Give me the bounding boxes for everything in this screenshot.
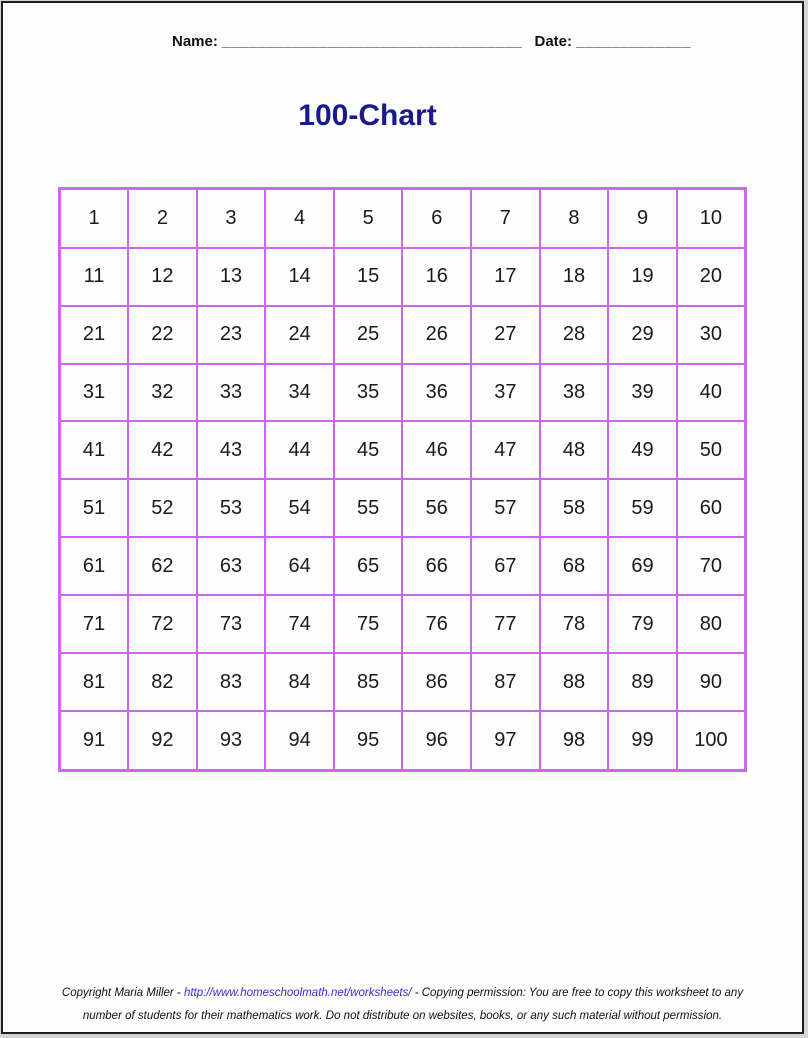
worksheet-page <box>1 1 804 1034</box>
grid-cell: 23 <box>197 306 266 364</box>
grid-cell: 97 <box>471 711 540 770</box>
title-wrap <box>3 97 802 135</box>
grid-cell: 31 <box>60 364 129 422</box>
grid-cell: 61 <box>60 537 129 595</box>
footer-line-1 <box>3 982 802 1005</box>
date-blank-line: _____________ <box>576 33 691 50</box>
grid-cell: 28 <box>540 306 609 364</box>
grid-cell: 24 <box>265 306 334 364</box>
grid-cell: 41 <box>60 421 129 479</box>
grid-cell: 36 <box>402 364 471 422</box>
homeschoolmath-link[interactable]: http://www.homeschoolmath.net/worksheets/ <box>183 987 412 999</box>
grid-cell: 48 <box>540 421 609 479</box>
grid-cell: 13 <box>197 248 266 306</box>
grid-cell: 60 <box>677 479 746 537</box>
grid-cell: 8 <box>540 189 609 248</box>
grid-cell: 96 <box>402 711 471 770</box>
grid-row <box>60 537 746 595</box>
grid-cell: 73 <box>197 595 266 653</box>
grid-cell: 71 <box>60 595 129 653</box>
grid-cell: 82 <box>128 653 197 711</box>
copyright-text: Copyright Maria Miller - <box>61 987 184 999</box>
grid-cell: 6 <box>402 189 471 248</box>
grid-row <box>60 653 746 711</box>
grid-cell: 68 <box>540 537 609 595</box>
grid-cell: 56 <box>402 479 471 537</box>
grid-cell: 35 <box>334 364 403 422</box>
grid-cell: 10 <box>677 189 746 248</box>
footer <box>3 982 802 1028</box>
copying-permission-text: - Copying permission: You are free to copy this worksheet to any <box>411 987 744 999</box>
grid-cell: 95 <box>334 711 403 770</box>
grid-cell: 53 <box>197 479 266 537</box>
grid-cell: 27 <box>471 306 540 364</box>
name-label: Name: <box>172 33 218 50</box>
grid-cell: 93 <box>197 711 266 770</box>
grid-cell: 91 <box>60 711 129 770</box>
date-label: Date: <box>534 33 573 50</box>
grid-cell: 50 <box>677 421 746 479</box>
name-blank-line: __________________________________ <box>221 33 523 50</box>
grid-cell: 89 <box>608 653 677 711</box>
grid-cell: 85 <box>334 653 403 711</box>
grid-row <box>60 306 746 364</box>
grid-cell: 52 <box>128 479 197 537</box>
grid-cell: 21 <box>60 306 129 364</box>
grid-row <box>60 421 746 479</box>
grid-cell: 4 <box>265 189 334 248</box>
grid-cell: 83 <box>197 653 266 711</box>
grid-cell: 45 <box>334 421 403 479</box>
grid-cell: 26 <box>402 306 471 364</box>
grid-cell: 70 <box>677 537 746 595</box>
grid-cell: 62 <box>128 537 197 595</box>
grid-cell: 5 <box>334 189 403 248</box>
grid-cell: 76 <box>402 595 471 653</box>
grid-cell: 75 <box>334 595 403 653</box>
grid-cell: 54 <box>265 479 334 537</box>
name-date-header <box>172 33 691 50</box>
grid-cell: 47 <box>471 421 540 479</box>
grid-cell: 90 <box>677 653 746 711</box>
grid-cell: 92 <box>128 711 197 770</box>
grid-cell: 59 <box>608 479 677 537</box>
grid-cell: 84 <box>265 653 334 711</box>
grid-cell: 19 <box>608 248 677 306</box>
grid-cell: 46 <box>402 421 471 479</box>
grid-cell: 88 <box>540 653 609 711</box>
grid-cell: 74 <box>265 595 334 653</box>
grid-cell: 12 <box>128 248 197 306</box>
grid-cell: 99 <box>608 711 677 770</box>
grid-cell: 30 <box>677 306 746 364</box>
grid-cell: 11 <box>60 248 129 306</box>
grid-cell: 51 <box>60 479 129 537</box>
grid-cell: 65 <box>334 537 403 595</box>
grid-cell: 18 <box>540 248 609 306</box>
grid-cell: 34 <box>265 364 334 422</box>
grid-cell: 39 <box>608 364 677 422</box>
grid-cell: 22 <box>128 306 197 364</box>
grid-cell: 29 <box>608 306 677 364</box>
grid-cell: 57 <box>471 479 540 537</box>
grid-cell: 63 <box>197 537 266 595</box>
footer-line-2: number of students for their mathematics work. Do not distribute on websites, books, or any such material without permission. <box>82 1010 723 1022</box>
grid-cell: 94 <box>265 711 334 770</box>
grid-cell: 38 <box>540 364 609 422</box>
grid-cell: 98 <box>540 711 609 770</box>
grid-row <box>60 364 746 422</box>
grid-cell: 42 <box>128 421 197 479</box>
grid-row <box>60 711 746 770</box>
grid-cell: 33 <box>197 364 266 422</box>
grid-cell: 25 <box>334 306 403 364</box>
grid-cell: 49 <box>608 421 677 479</box>
grid-cell: 14 <box>265 248 334 306</box>
grid-cell: 100 <box>677 711 746 770</box>
grid-row <box>60 189 746 248</box>
grid-cell: 17 <box>471 248 540 306</box>
grid-cell: 64 <box>265 537 334 595</box>
grid-cell: 87 <box>471 653 540 711</box>
grid-cell: 78 <box>540 595 609 653</box>
grid-cell: 43 <box>197 421 266 479</box>
grid-cell: 69 <box>608 537 677 595</box>
grid-cell: 44 <box>265 421 334 479</box>
grid-cell: 20 <box>677 248 746 306</box>
grid-row <box>60 479 746 537</box>
grid-row <box>60 595 746 653</box>
grid-cell: 66 <box>402 537 471 595</box>
grid-cell: 15 <box>334 248 403 306</box>
grid-cell: 72 <box>128 595 197 653</box>
grid-cell: 55 <box>334 479 403 537</box>
grid-cell: 67 <box>471 537 540 595</box>
grid-cell: 58 <box>540 479 609 537</box>
grid-cell: 3 <box>197 189 266 248</box>
grid-cell: 80 <box>677 595 746 653</box>
grid-cell: 2 <box>128 189 197 248</box>
grid-row <box>60 248 746 306</box>
grid-cell: 40 <box>677 364 746 422</box>
grid-cell: 9 <box>608 189 677 248</box>
grid-cell: 77 <box>471 595 540 653</box>
grid-cell: 86 <box>402 653 471 711</box>
grid-cell: 79 <box>608 595 677 653</box>
grid-cell: 1 <box>60 189 129 248</box>
grid-cell: 7 <box>471 189 540 248</box>
grid-cell: 37 <box>471 364 540 422</box>
page-title: 100-Chart <box>298 99 437 132</box>
hundred-chart-body <box>60 189 746 771</box>
grid-cell: 81 <box>60 653 129 711</box>
hundred-chart-table <box>58 187 747 772</box>
grid-cell: 16 <box>402 248 471 306</box>
grid-cell: 32 <box>128 364 197 422</box>
